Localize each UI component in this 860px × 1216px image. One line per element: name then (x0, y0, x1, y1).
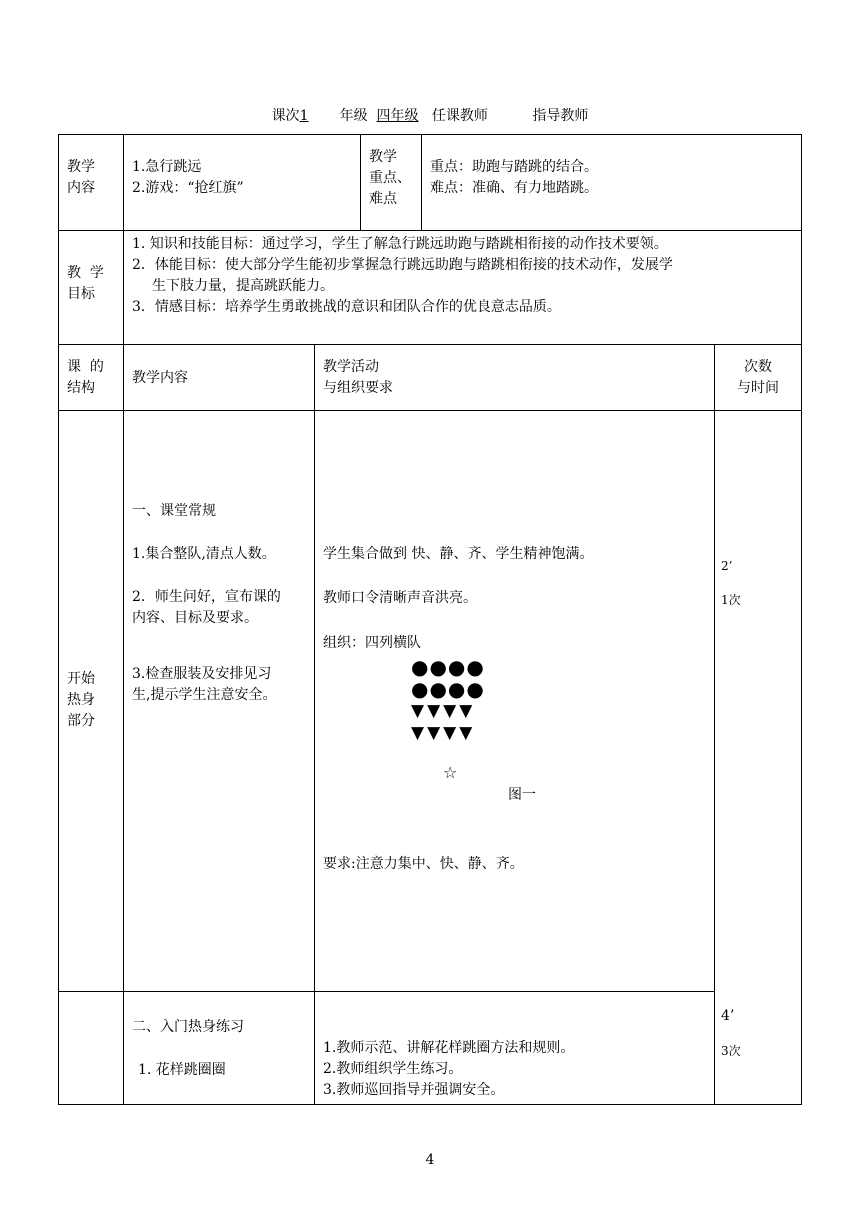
content-table (58, 134, 802, 231)
lesson-label: 课次 (271, 108, 300, 124)
structure-header-col4 (715, 345, 802, 411)
section1-item1: 1.集合整队,清点人数。 (132, 546, 276, 562)
page-number: 4 (425, 1152, 435, 1168)
lesson-value: 1 (299, 108, 309, 124)
section2-item1: 1. 花样跳圈圈 (138, 1062, 226, 1078)
section1-org: 组织：四列横队 (323, 635, 421, 651)
goals-label-line2: 目标 (67, 286, 95, 302)
guide-label: 指导教师 (532, 108, 589, 124)
structure-header-col1-line1: 课 的 (67, 359, 104, 375)
structure-header-col4-line1: 次数 (744, 359, 772, 375)
key-label-cell (361, 135, 422, 231)
section1-activity-cell (315, 411, 715, 992)
section2-content-cell (124, 992, 315, 1105)
section2-activity3: 3.教师巡回指导并强调安全。 (323, 1082, 505, 1098)
key-label-line1: 教学 (369, 149, 397, 165)
structure-header-col3-line1: 教学活动 (323, 359, 379, 375)
structure-header-col2 (124, 345, 315, 411)
time-cell (715, 411, 802, 1105)
formation-row-1: ●●●● (411, 655, 485, 679)
section2-activity1: 1.教师示范、讲解花样跳圈方法和规则。 (323, 1040, 575, 1056)
grade-value: 四年级 (376, 108, 419, 124)
goals-table (58, 230, 802, 345)
key-label-line3: 难点 (369, 191, 397, 207)
section1-item3b: 生,提示学生注意安全。 (132, 687, 277, 703)
section1-part-line3: 部分 (67, 713, 95, 729)
grade-label: 年级 (339, 108, 368, 124)
structure-header-col3-line2: 与组织要求 (323, 380, 393, 396)
section1-title: 一、课堂常规 (132, 503, 216, 519)
formation-diagram (411, 656, 485, 744)
formation-row-4: ▼▼▼▼ (411, 723, 476, 743)
section2-count: 3次 (721, 1044, 741, 1058)
section2-part-cell (59, 992, 124, 1105)
section1-item3a: 3.检查服装及安排见习 (132, 666, 272, 682)
section1-count: 1次 (721, 593, 741, 607)
section2-title: 二、入门热身练习 (132, 1019, 244, 1035)
structure-header-col1-line2: 结构 (67, 380, 95, 396)
goals-text-cell (124, 231, 802, 345)
content-item-1: 1.急行跳远 (132, 159, 202, 175)
section1-requirement: 要求:注意力集中、快、静、齐。 (323, 856, 524, 872)
key-points-cell (422, 135, 802, 231)
key-point: 重点：助跑与踏跳的结合。 (430, 159, 598, 175)
section1-content-cell (124, 411, 315, 992)
section1-activity1: 学生集合做到 快、静、齐、学生精神饱满。 (323, 546, 594, 562)
section2-time: 4’ (721, 1008, 735, 1024)
structure-table (58, 344, 802, 1105)
structure-header-col4-line2: 与时间 (737, 380, 779, 396)
goal-3: 3．情感目标：培养学生勇敢挑战的意识和团队合作的优良意志品质。 (132, 299, 561, 315)
section1-item2a: 2．师生问好，宣布课的 (132, 589, 281, 605)
content-item-2: 2.游戏：“抢红旗” (132, 180, 244, 196)
lesson-header (0, 105, 860, 125)
difficulty-point: 难点：准确、有力地踏跳。 (430, 180, 598, 196)
section2-activity2: 2.教师组织学生练习。 (323, 1061, 463, 1077)
structure-header-col1 (59, 345, 124, 411)
figure-caption: 图一 (508, 787, 536, 803)
teacher-label: 任课教师 (431, 108, 488, 124)
goal-2a: 2．体能目标：使大部分学生能初步掌握急行跳远助跑与踏跳相衔接的技术动作，发展学 (132, 257, 673, 273)
section1-part-line1: 开始 (67, 671, 95, 687)
content-items-cell (124, 135, 361, 231)
content-label-cell (59, 135, 124, 231)
goals-label-line1: 教 学 (67, 265, 104, 281)
formation-row-2: ●●●● (411, 677, 485, 701)
key-label-line2: 重点、 (369, 170, 411, 186)
structure-header-col3 (315, 345, 715, 411)
section2-activity-cell (315, 992, 715, 1105)
formation-row-3: ▼▼▼▼ (411, 701, 476, 721)
goal-1: 1. 知识和技能目标：通过学习，学生了解急行跳远助跑与踏跳相衔接的动作技术要领。 (132, 236, 668, 252)
content-label-line2: 内容 (67, 180, 95, 196)
section1-item2b: 内容、目标及要求。 (132, 610, 258, 626)
section1-time: 2’ (721, 559, 733, 573)
section1-activity2: 教师口令清晰声音洪亮。 (323, 590, 477, 606)
section1-part-cell (59, 411, 124, 992)
content-label-line1: 教学 (67, 159, 95, 175)
goals-label-cell (59, 231, 124, 345)
goal-2b: 生下肢力量，提高跳跃能力。 (152, 278, 334, 294)
section1-part-line2: 热身 (67, 692, 95, 708)
teacher-star-icon: ☆ (443, 763, 458, 782)
structure-header-col2-text: 教学内容 (132, 370, 188, 386)
